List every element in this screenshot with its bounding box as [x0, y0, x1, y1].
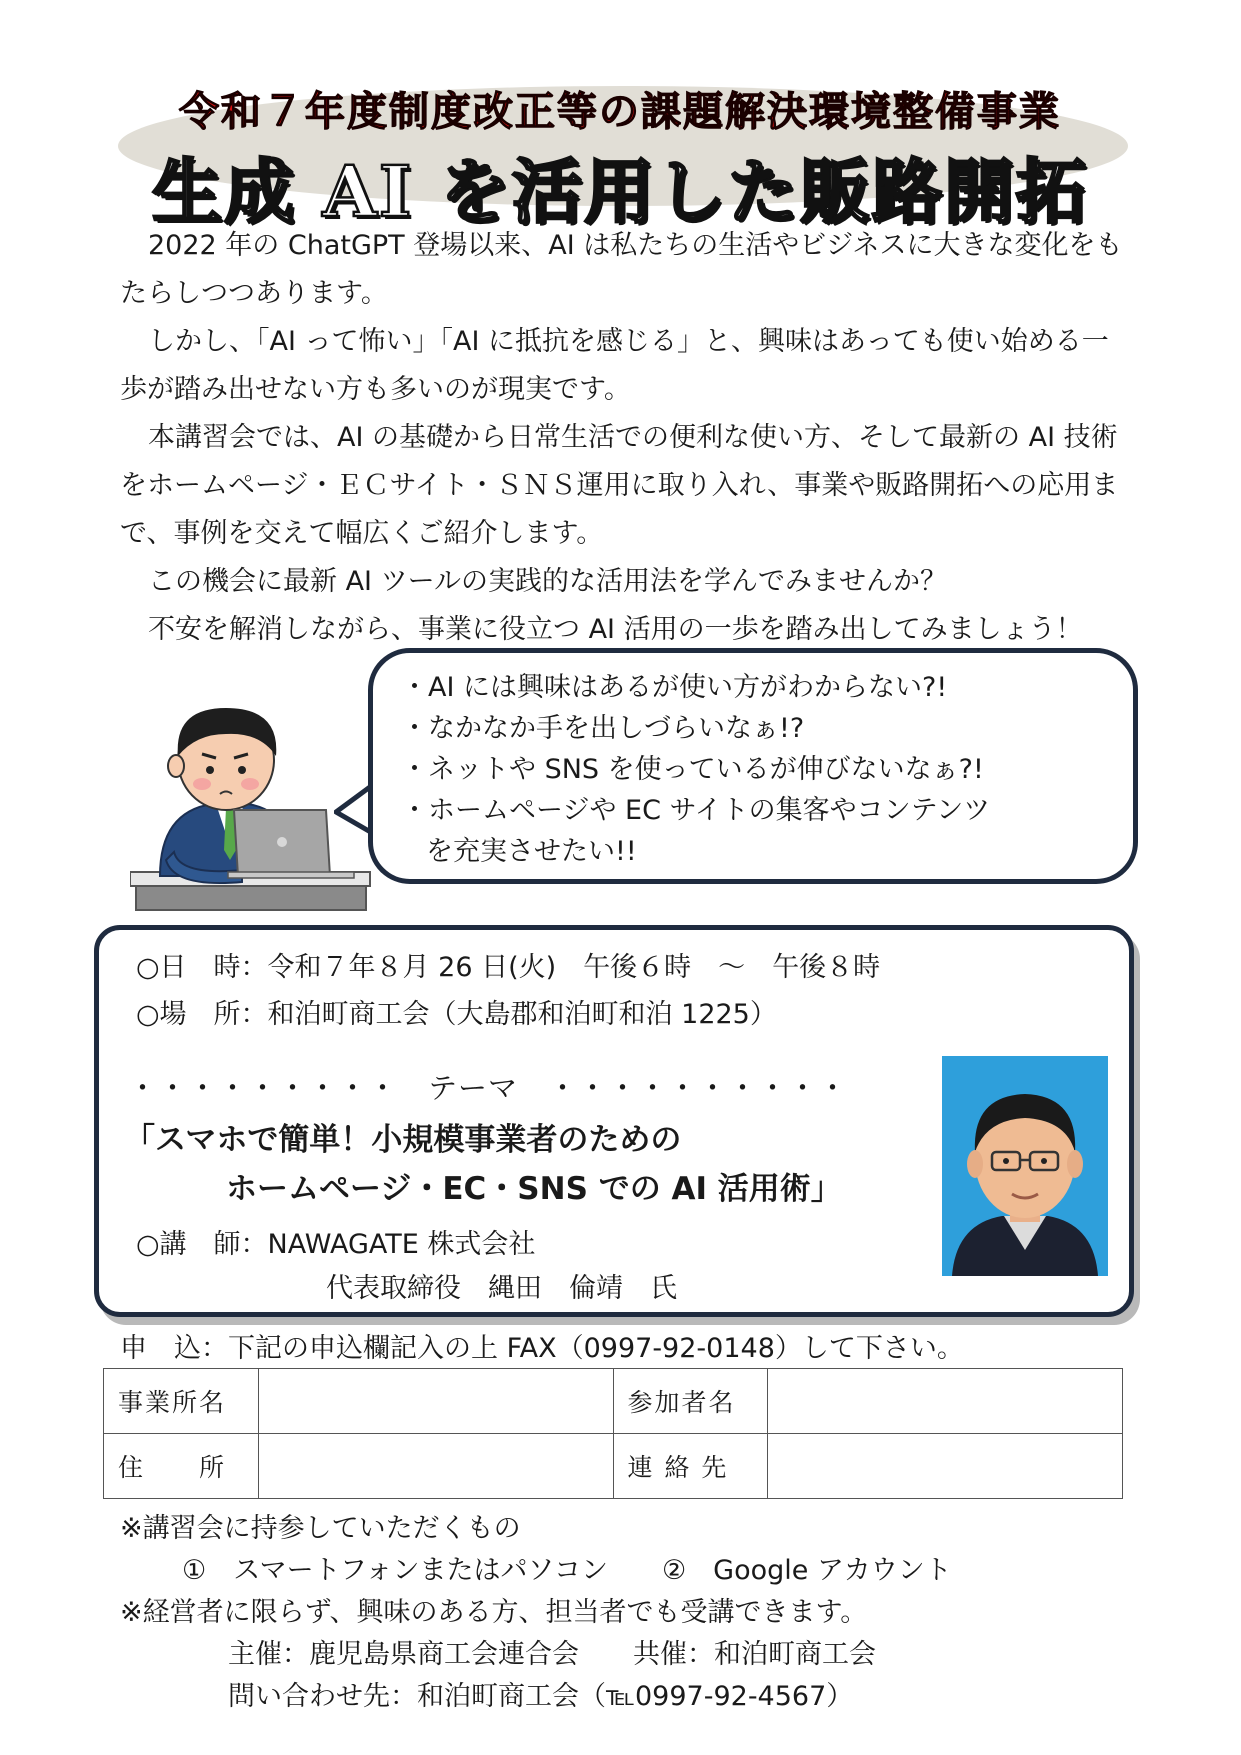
event-datetime: ○日 時：令和７年８月 26 日(火) 午後６時 ～ 午後８時: [136, 952, 881, 983]
concern-item: ・AI には興味はあるが使い方がわからない?!: [401, 672, 948, 703]
program-subtitle: 令和７年度制度改正等の課題解決環境整備事業: [179, 88, 1061, 135]
table-row: [104, 1369, 1123, 1434]
intro-paragraph-3: 本講習会では、AI の基礎から日常生活での便利な使い方、そして最新の AI 技術をホームページ・ＥＣサイト・ＳＮＳ運用に取り入れ、事業や販路開拓への応用まで、事例を交えて幅広くご紹介します。: [120, 422, 1119, 549]
contact-field[interactable]: [768, 1434, 1123, 1499]
concern-item: ・ネットや SNS を使っているが伸びないなぁ?!: [401, 754, 984, 785]
eligibility-note: ※経営者に限らず、興味のある方、担当者でも受講できます。: [120, 1597, 868, 1628]
table-row: [104, 1434, 1123, 1499]
address-field[interactable]: [258, 1434, 613, 1499]
participant-label: 参加者名: [613, 1369, 768, 1434]
inquiry-contact: 問い合わせ先：和泊町商工会（℡0997-92-4567）: [228, 1681, 854, 1712]
theme-title-line-2: ホームページ・EC・SNS での AI 活用術」: [226, 1171, 842, 1207]
participant-field[interactable]: [768, 1369, 1123, 1434]
lecturer-photo: [942, 1056, 1108, 1276]
intro-paragraph-1: 2022 年の ChatGPT 登場以来、AI は私たちの生活やビジネスに大きな変化をもたらしつつあります。: [120, 230, 1123, 309]
concerns-speech-bubble: [368, 648, 1138, 884]
application-instructions: 申 込：下記の申込欄記入の上 FAX（0997-92-0148）して下さい。: [120, 1333, 964, 1364]
organizer: 主催：鹿児島県商工会連合会 共催：和泊町商工会: [228, 1639, 876, 1670]
intro-paragraph-4: この機会に最新 AI ツールの実践的な活用法を学んでみませんか？: [148, 566, 948, 597]
theme-title-line-1: 「スマホで簡単！小規模事業者のための: [124, 1122, 682, 1158]
bring-items: ① スマートフォンまたはパソコン ② Google アカウント: [182, 1555, 952, 1586]
company-label: 事業所名: [104, 1369, 259, 1434]
lecturer-name: 代表取締役 縄田 倫靖 氏: [326, 1273, 677, 1304]
concern-item: ・なかなか手を出しづらいなぁ!?: [401, 713, 805, 744]
page-title: 生成 AI を活用した販路開拓: [152, 150, 1088, 233]
intro-text: [120, 222, 1130, 654]
company-field[interactable]: [258, 1369, 613, 1434]
intro-paragraph-2: しかし、「AI って怖い」「AI に抵抗を感じる」と、興味はあっても使い始める一歩が踏み出せない方も多いのが現実です。: [120, 326, 1109, 405]
concern-item-continuation: を充実させたい!!: [426, 836, 637, 867]
address-label: 住 所: [104, 1434, 259, 1499]
concern-item: ・ホームページや EC サイトの集客やコンテンツ: [401, 795, 991, 826]
intro-paragraph-5: 不安を解消しながら、事業に役立つ AI 活用の一歩を踏み出してみましょう！: [148, 614, 1083, 645]
event-venue: ○場 所：和泊町商工会（大島郡和泊町和泊 1225）: [136, 999, 777, 1030]
theme-header: ・・・・・・・・・ テーマ ・・・・・・・・・・: [128, 1071, 849, 1105]
contact-label: 連 絡 先: [613, 1434, 768, 1499]
lecturer-company: ○講 師：NAWAGATE 株式会社: [136, 1229, 536, 1260]
notes: [120, 1508, 1130, 1718]
bring-title: ※講習会に持参していただくもの: [120, 1513, 521, 1544]
concerns-list: [373, 653, 1133, 872]
application-form: [103, 1368, 1123, 1499]
